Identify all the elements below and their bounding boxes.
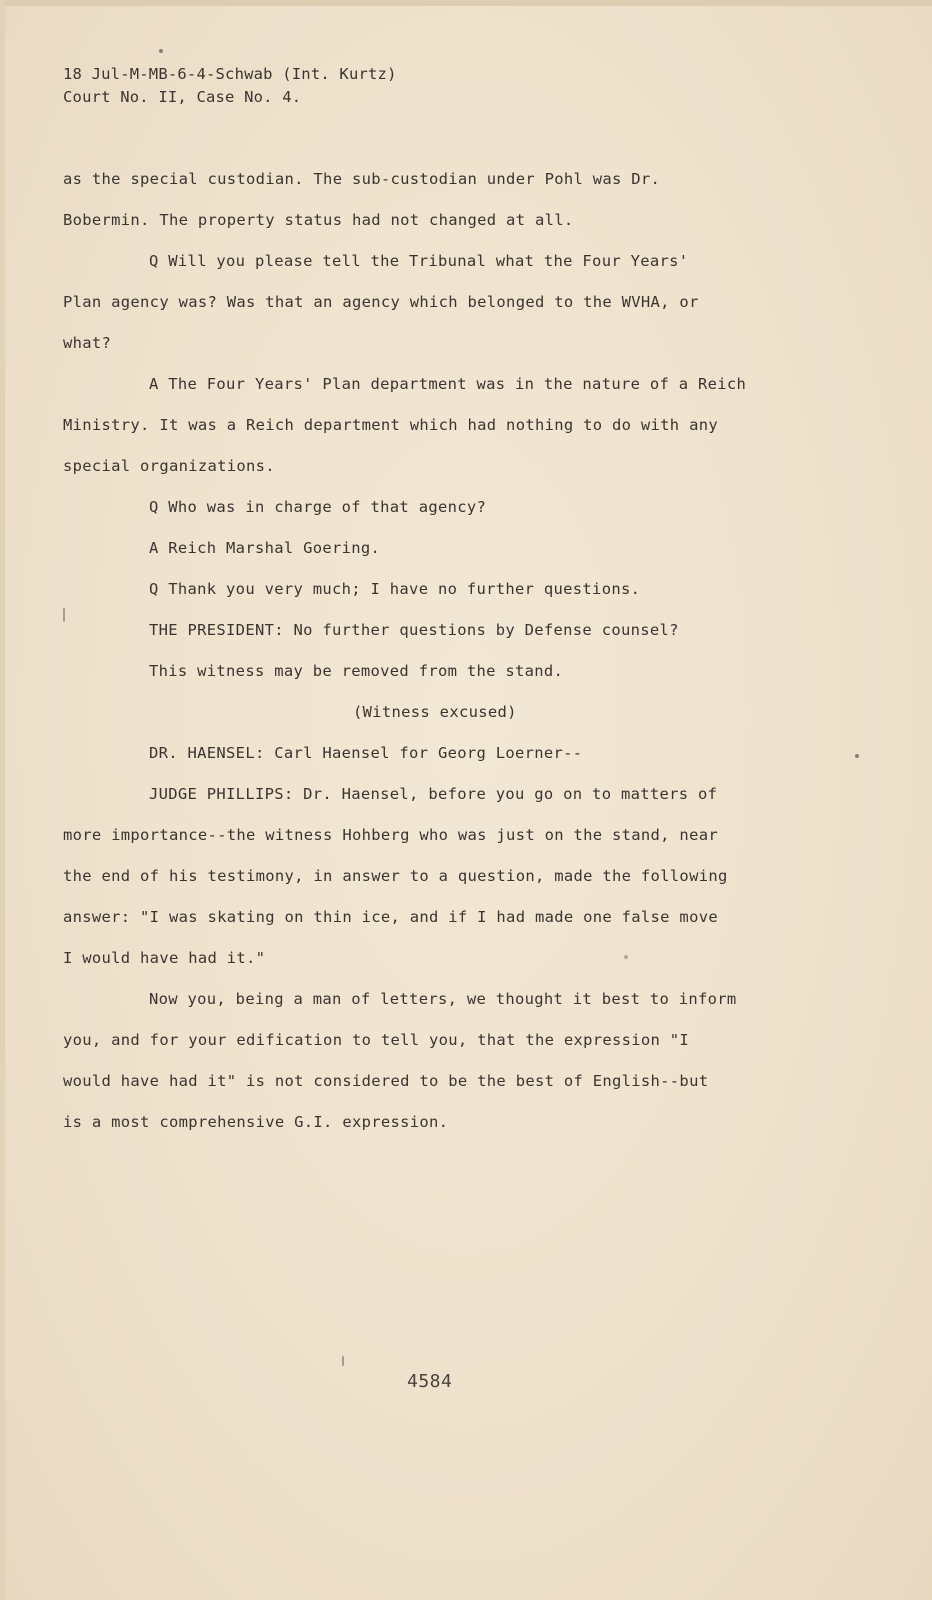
- page-number: 4584: [407, 1371, 453, 1392]
- transcript-line: Ministry. It was a Reich department which had nothing to do with any: [63, 416, 718, 434]
- paper-speck: [855, 754, 859, 758]
- transcript-line: This witness may be removed from the stand.: [149, 662, 564, 680]
- transcript-line: Bobermin. The property status had not changed at all.: [63, 211, 574, 229]
- paper-edge-left: [0, 0, 5, 1600]
- transcript-line: answer: "I was skating on thin ice, and if I had made one false move: [63, 908, 718, 926]
- transcript-line: more importance--the witness Hohberg who was just on the stand, near: [63, 826, 718, 844]
- transcript-body: [63, 166, 853, 1150]
- transcript-line: Plan agency was? Was that an agency which belonged to the WVHA, or: [63, 293, 699, 311]
- transcript-line: A The Four Years' Plan department was in the nature of a Reich: [149, 375, 747, 393]
- paper-edge-top: [0, 0, 932, 6]
- paper-speck: [159, 49, 163, 53]
- transcript-line: A Reich Marshal Goering.: [149, 539, 381, 557]
- transcript-line: JUDGE PHILLIPS: Dr. Haensel, before you go on to matters of: [149, 785, 718, 803]
- paper-speck: [342, 1356, 344, 1366]
- transcript-line: I would have had it.": [63, 949, 266, 967]
- transcript-line: what?: [63, 334, 112, 352]
- transcript-line: THE PRESIDENT: No further questions by Defense counsel?: [149, 621, 679, 639]
- transcript-line: would have had it" is not considered to be the best of English--but: [63, 1072, 709, 1090]
- transcript-line: Q Thank you very much; I have no further questions.: [149, 580, 641, 598]
- transcript-line: Now you, being a man of letters, we thought it best to inform: [149, 990, 737, 1008]
- transcript-line: (Witness excused): [353, 703, 517, 721]
- header-court-line: Court No. II, Case No. 4.: [63, 88, 302, 106]
- document-header: [63, 63, 397, 109]
- transcript-line: is a most comprehensive G.I. expression.: [63, 1113, 449, 1131]
- transcript-line: as the special custodian. The sub-custodian under Pohl was Dr.: [63, 170, 661, 188]
- transcript-line: Q Who was in charge of that agency?: [149, 498, 487, 516]
- transcript-line: special organizations.: [63, 457, 275, 475]
- transcript-line: Q Will you please tell the Tribunal what the Four Years': [149, 252, 689, 270]
- header-reference-line: 18 Jul-M-MB-6-4-Schwab (Int. Kurtz): [63, 65, 397, 83]
- transcript-line: the end of his testimony, in answer to a question, made the following: [63, 867, 728, 885]
- transcript-line: DR. HAENSEL: Carl Haensel for Georg Loerner--: [149, 744, 583, 762]
- transcript-line: you, and for your edification to tell you, that the expression "I: [63, 1031, 690, 1049]
